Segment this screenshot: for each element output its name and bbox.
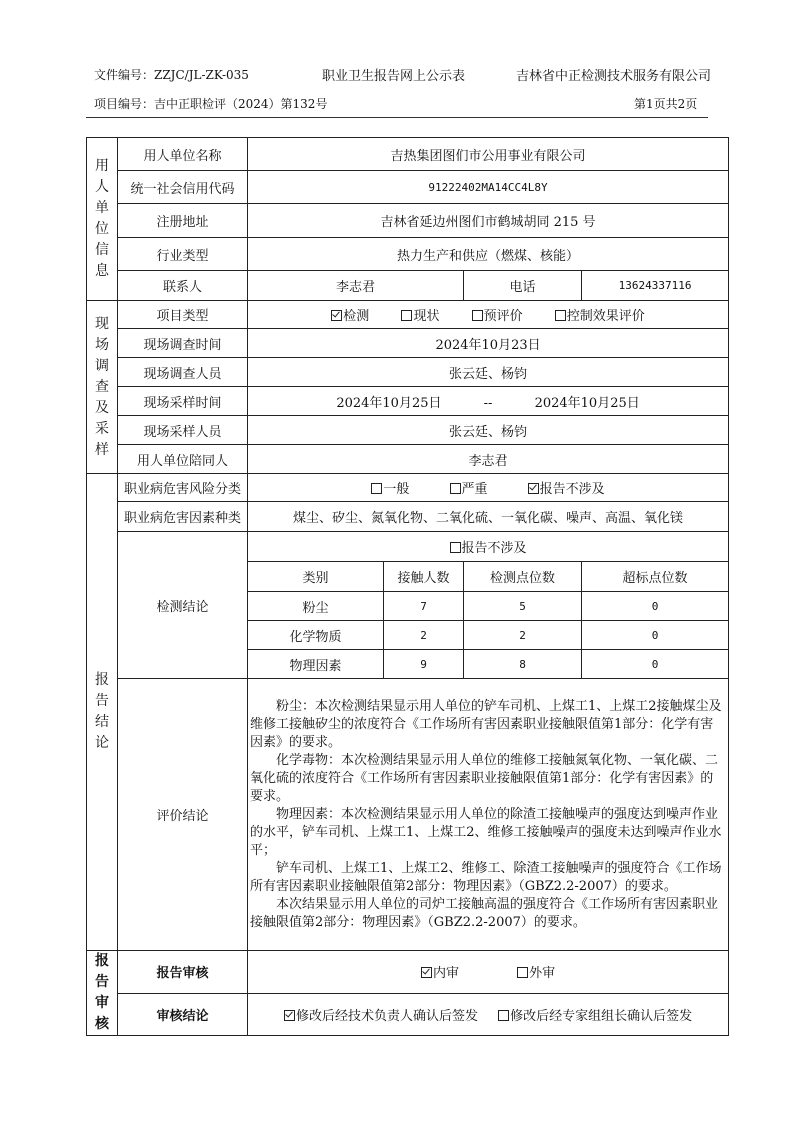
escort-label: 用人单位陪同人 [118,445,248,474]
checkbox-icon [472,310,483,321]
checkbox-icon [450,542,461,553]
checkbox-checked-icon [284,1010,295,1021]
header-divider [86,117,708,118]
risk-not-involved[interactable]: 报告不涉及 [528,478,605,497]
detect-not-involved[interactable]: 报告不涉及 [248,532,729,562]
review-external[interactable]: 外审 [517,962,555,981]
eval-paragraph-chemical: 化学毒物：本次检测结果显示用人单位的维修工接触氮氧化物、一氧化碳、二氧化硫的浓度符合《工作场所有害因素职业接触限值第1部分：化学有害因素》的要求。 [250,752,719,804]
survey-time: 2024年10月23日 [248,329,729,358]
result-expert-lead[interactable]: 修改后经专家组组长确认后签发 [498,1005,692,1024]
sampling-time [248,387,729,416]
review-label: 报告审核 [118,951,248,994]
project-number: 项目编号：吉中正职检评（2024）第132号 [94,97,328,111]
phone-label: 电话 [464,271,582,301]
eval-conclusion-label: 评价结论 [118,679,248,951]
survey-staff: 张云廷、杨钧 [248,358,729,387]
contact: 李志君 [248,271,464,301]
checkbox-checked-icon [528,483,539,494]
project-type-options [248,301,729,329]
review-result-label: 审核结论 [118,993,248,1036]
company-name: 吉林省中正检测技术服务有限公司 [516,69,712,84]
factors: 煤尘、矽尘、氮氧化物、二氧化硫、一氧化碳、噪声、高温、氧化镁 [248,502,729,532]
section-review: 报 告 审 核 [87,951,118,1036]
row-over: 0 [582,592,729,621]
checkbox-checked-icon [421,967,432,978]
checkbox-icon [498,1010,509,1021]
address: 吉林省延边州图们市鹤城胡同 215 号 [248,204,729,238]
checkbox-icon [517,967,528,978]
unit-name: 吉热集团图们市公用事业有限公司 [248,138,729,171]
phone: 13624337116 [582,271,729,301]
sampling-start: 2024年10月25日 [336,395,442,411]
sampling-separator: -- [483,395,493,411]
sampling-time-label: 现场采样时间 [118,387,248,416]
risk-class-label: 职业病危害风险分类 [118,474,248,502]
review-internal[interactable]: 内审 [421,962,459,981]
detect-conclusion-label: 检测结论 [118,532,248,679]
row-points: 8 [464,650,582,679]
row-points: 2 [464,621,582,650]
checkbox-icon [371,483,382,494]
unit-name-label: 用人单位名称 [118,138,248,171]
form-title: 职业卫生报告网上公示表 [322,69,466,84]
opt-pre-evaluation[interactable]: 预评价 [472,305,523,324]
sampling-end: 2024年10月25日 [534,395,640,411]
credit-code-label: 统一社会信用代码 [118,171,248,204]
opt-detect[interactable]: 检测 [331,305,369,324]
page-indicator: 第1页共2页 [634,97,698,111]
row-category: 物理因素 [248,650,384,679]
credit-code: 91222402MA14CC4L8Y [248,171,729,204]
col-header-points: 检测点位数 [464,562,582,592]
row-category: 化学物质 [248,621,384,650]
project-type-label: 项目类型 [118,301,248,329]
review-result-options [248,993,729,1036]
section-unit-info: 用 人 单 位 信 息 [87,138,118,301]
survey-staff-label: 现场调查人员 [118,358,248,387]
row-people: 7 [384,592,464,621]
eval-paragraph-dust: 粉尘：本次检测结果显示用人单位的铲车司机、上煤工1、上煤工2接触煤尘及维修工接触矽尘的浓度符合《工作场所有害因素职业接触限值第1部分：化学有害因素》的要求。 [250,698,722,750]
col-header-over: 超标点位数 [582,562,729,592]
sampling-staff: 张云廷、杨钧 [248,416,729,445]
risk-class-options [248,474,729,502]
checkbox-checked-icon [331,310,342,321]
section-survey: 现 场 调 查 及 采 样 [87,301,118,474]
escort: 李志君 [248,445,729,474]
row-over: 0 [582,650,729,679]
section-conclusion: 报 告 结 论 [87,474,118,951]
opt-control-evaluation[interactable]: 控制效果评价 [555,305,645,324]
contact-label: 联系人 [118,271,248,301]
eval-paragraph-noise: 铲车司机、上煤工1、上煤工2、维修工、除渣工接触噪声的强度符合《工作场所有害因素职业接触限值第2部分：物理因素》（GBZ2.2-2007）的要求。 [250,860,722,894]
eval-paragraph-physical: 物理因素：本次检测结果显示用人单位的除渣工接触噪声的强度达到噪声作业的水平，铲车司机、上煤工1、上煤工2、维修工接触噪声的强度未达到噪声作业水平； [250,806,722,858]
row-over: 0 [582,621,729,650]
review-options [248,951,729,994]
eval-paragraph-heat: 本次结果显示用人单位的司炉工接触高温的强度符合《工作场所有害因素职业接触限值第2部分：物理因素》（GBZ2.2-2007）的要求。 [250,896,719,930]
disclosure-table [86,137,729,1036]
sampling-staff-label: 现场采样人员 [118,416,248,445]
col-header-people: 接触人数 [384,562,464,592]
file-number: 文件编号：ZZJC/JL-ZK-035 [94,68,249,82]
risk-serious[interactable]: 严重 [450,478,488,497]
industry-label: 行业类型 [118,238,248,271]
opt-status[interactable]: 现状 [401,305,439,324]
checkbox-icon [401,310,412,321]
industry: 热力生产和供应（燃煤、核能） [248,238,729,271]
risk-general[interactable]: 一般 [371,478,409,497]
address-label: 注册地址 [118,204,248,238]
eval-conclusion-text [248,679,729,951]
row-people: 2 [384,621,464,650]
checkbox-icon [555,310,566,321]
col-header-category: 类别 [248,562,384,592]
row-points: 5 [464,592,582,621]
row-category: 粉尘 [248,592,384,621]
factors-label: 职业病危害因素种类 [118,502,248,532]
checkbox-icon [450,483,461,494]
row-people: 9 [384,650,464,679]
result-tech-lead[interactable]: 修改后经技术负责人确认后签发 [284,1005,478,1024]
survey-time-label: 现场调查时间 [118,329,248,358]
